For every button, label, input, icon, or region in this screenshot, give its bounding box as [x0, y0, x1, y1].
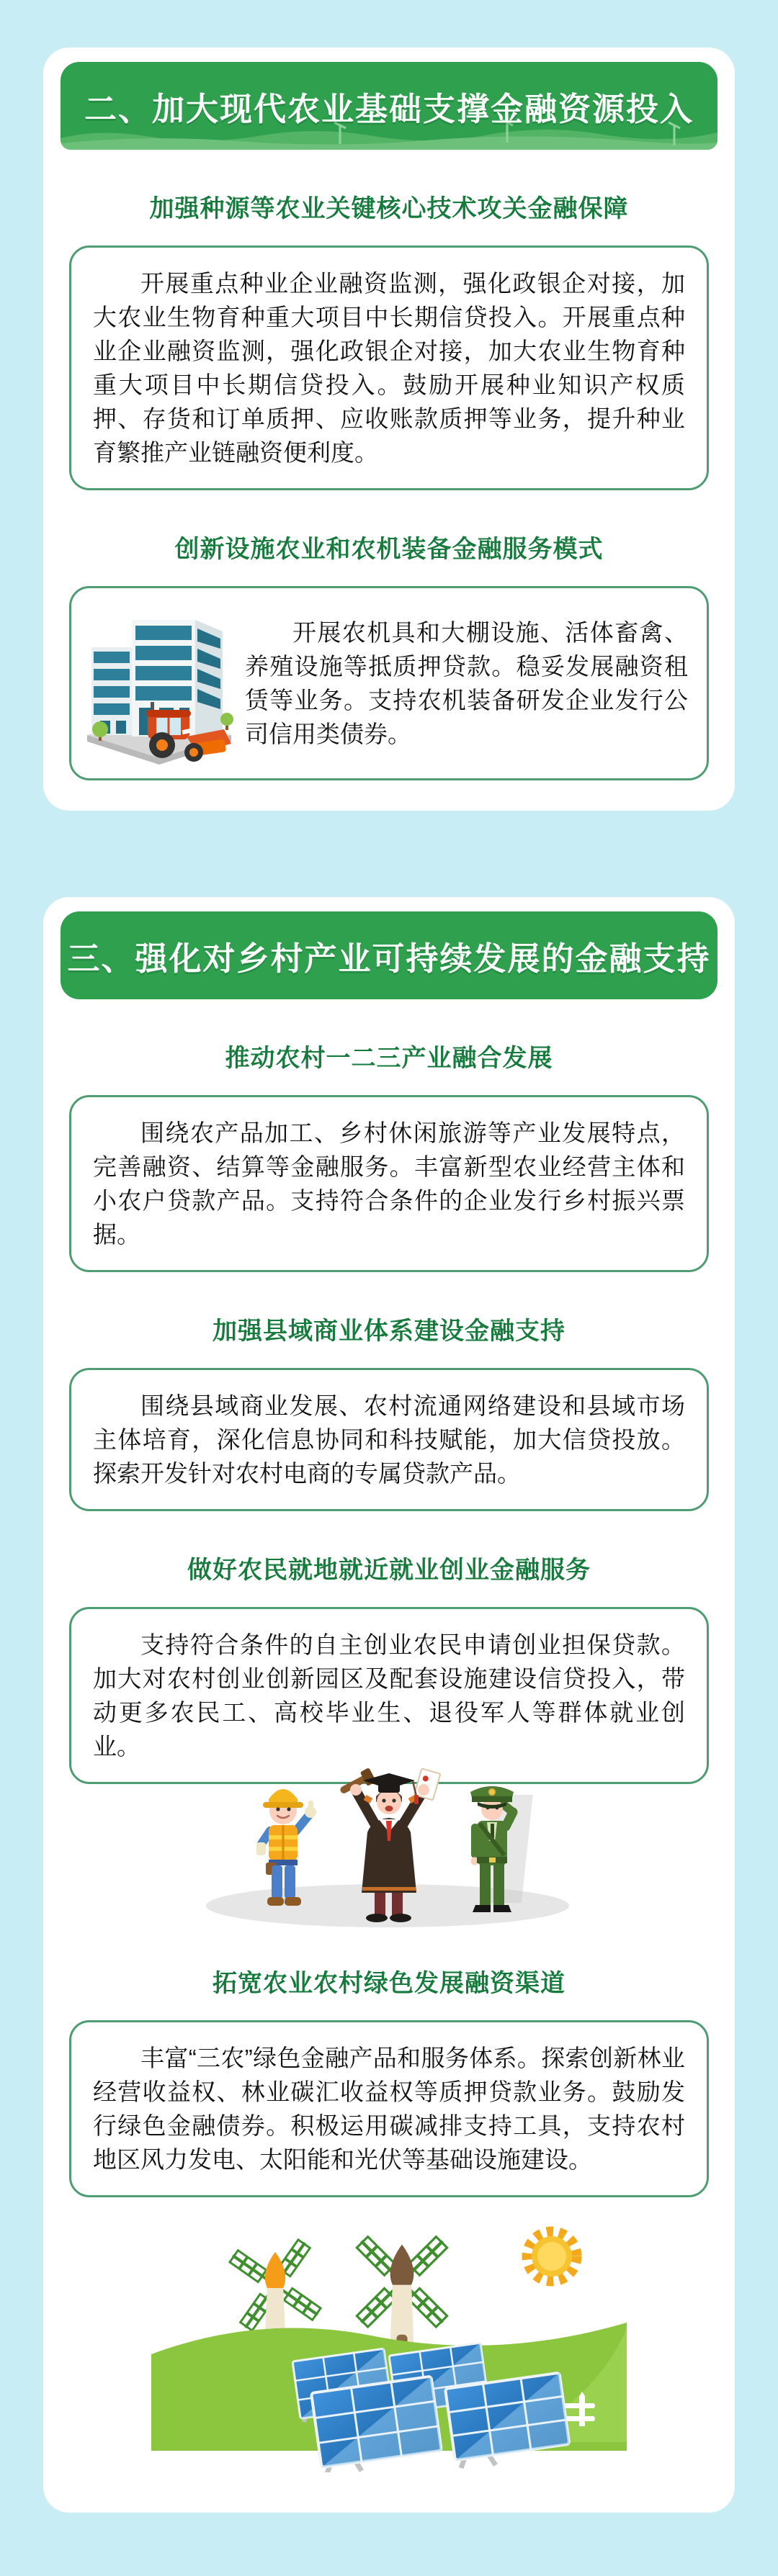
page-background — [0, 48, 778, 2513]
text-box-green-financing — [69, 2020, 709, 2197]
workers-illustration — [194, 1752, 584, 1932]
subtitle-employment-services: 做好农民就地就近就业创业金融服务 — [187, 1557, 591, 1584]
section-2-banner — [61, 62, 717, 150]
text-box-industry-integration — [69, 1095, 709, 1272]
section-2-title: 二、加大现代农业基础支撑金融资源投入 — [84, 90, 694, 127]
text-box-machinery-finance — [69, 586, 709, 780]
paragraph-county-commerce: 围绕县域商业发展、农村流通网络建设和县域市场主体培育，深化信息协同和科技赋能，加大信贷投放。探索开发针对农村电商的专属贷款产品。 — [93, 1392, 685, 1487]
building-side-face — [195, 620, 223, 741]
green-energy-illustration — [151, 2213, 627, 2472]
subtitle-facility-machinery: 创新设施农业和农机装备金融服务模式 — [174, 536, 604, 563]
paragraph-machinery-finance: 开展农机具和大棚设施、活体畜禽、养殖设施等抵质押贷款。稳妥发展融资租赁等业务。支持农机装备研发企业发行公司信用类债券。 — [245, 619, 688, 747]
section-3-card — [43, 897, 735, 2513]
sun-icon — [527, 2232, 576, 2281]
section-2-card — [43, 48, 735, 811]
text-box-seed-finance — [69, 246, 709, 490]
paragraph-seed-finance: 开展重点种业企业融资监测，强化政银企对接，加大农业生物育种重大项目中长期信贷投入。开展重点种业企业融资监测，强化政银企对接，加大农业生物育种重大项目中长期信贷投入。鼓励开展种业知识产权质押、存货和订单质押、应收账款质押等业务，提升种业育繁推产业链融资便利度。 — [93, 270, 685, 466]
paragraph-green-financing: 丰富“三农”绿色金融产品和服务体系。探索创新林业经营收益权、林业碳汇收益权等质押贷款业务。鼓励发行绿色金融债券。积极运用碳减排支持工具，支持农村地区风力发电、太阳能和光伏等基础设施建设。 — [93, 2045, 685, 2173]
paragraph-employment-services: 支持符合条件的自主创业农民申请创业担保贷款。加大对农村创业创新园区及配套设施建设信贷投入，带动更多农民工、高校毕业生、退役军人等群体就业创业。 — [93, 1631, 685, 1760]
subtitle-county-commerce: 加强县域商业体系建设金融支持 — [213, 1318, 565, 1345]
section-3-banner — [61, 911, 717, 999]
paragraph-industry-integration: 围绕农产品加工、乡村休闲旅游等产业发展特点，完善融资、结算等金融服务。丰富新型农业经营主体和小农户贷款产品。支持符合条件的企业发行乡村振兴票据。 — [93, 1120, 685, 1248]
subtitle-industry-integration: 推动农村一二三产业融合发展 — [225, 1045, 553, 1072]
section-3-title: 三、强化对乡村产业可持续发展的金融支持 — [67, 940, 711, 977]
subtitle-seed-technology: 加强种源等农业关键核心技术攻关金融保障 — [149, 195, 629, 222]
office-building-icon — [81, 600, 236, 767]
subtitle-green-financing: 拓宽农业农村绿色发展融资渠道 — [213, 1970, 565, 1997]
text-box-county-commerce — [69, 1368, 709, 1511]
